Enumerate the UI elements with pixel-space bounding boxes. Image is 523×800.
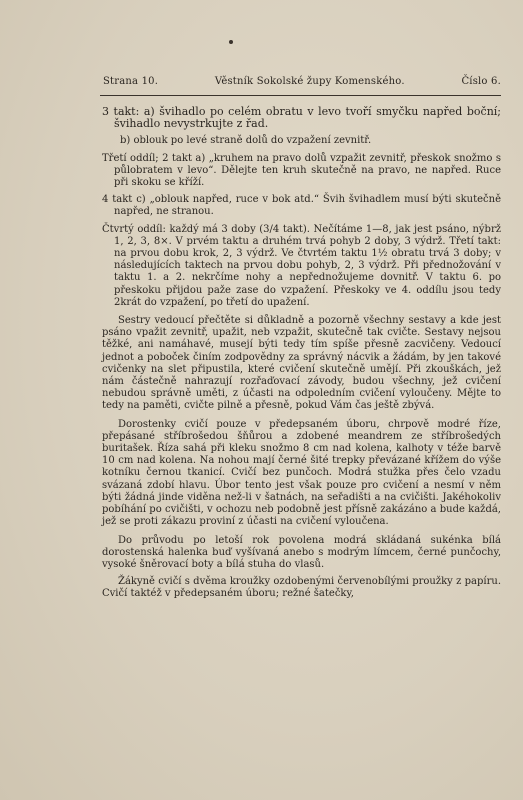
paragraph-takt3b: b) oblouk po levé straně dolů do vzpažení zevnitř. — [120, 135, 372, 147]
paragraph-takt4c: 4 takt c) „oblouk napřed, ruce v bok atd.“ Švih švihadlem musí býti skutečně napřed, ne stranou. — [102, 194, 501, 218]
paragraph-uniform: Dorostenky cvičí pouze v předepsaném úboru, chrpově modré říze, přepásané stříbrošedou šňůrou a zdobené meandrem ze stříbrošedých buritašek. Říza sahá při kleku snožmo 8 cm nad kolena, kalhoty v téže barvě 10 cm nad kolena. Na nohou mají černé šité trepky převázané křížem do výše kotníku černou tkanicí. Cvičí bez punčoch. Modrá stužka přes čelo vzadu svázaná zdobí hlavu. Úbor tento jest však pouze pro cvičení a nesmí v něm býti žádná jinde viděna než-li v šatnách, na seřadišti a na cvičišti. Jakéhokoliv pobíhání po cvičišti, v ochozu neb podobně jest přísně zakázáno a bude každá, jež se proti zákazu proviní z účasti na cvičení vyloučena. — [102, 418, 501, 528]
paragraph-third-section: Třetí oddíl; 2 takt a) „kruhem na pravo dolů vzpažit zevnitř, přeskok snožmo s půlobratem v levo“. Dělejte ten kruh skutečně na pravo, ne napřed. Ruce při skoku se kříží. — [102, 152, 501, 189]
publication-title: Věstník Sokolské župy Komenského. — [214, 76, 405, 87]
page-number: Strana 10. — [103, 76, 159, 87]
paragraph-leaders: Sestry vedoucí přečtěte si důkladně a pozorně všechny sestavy a kde jest psáno vpažit zevnitř, upažit, neb vzpažit, skutečně tak cvičte. Sestavy nejsou těžké, ani namáhavé, musejí býti tedy tím spíše přesně zacvičeny. Vedoucí jednot a poboček činím zodpovědny za správný nácvik a žádám, by jen takové cvičenky na slet připustila, které cvičení skutečně umějí. Při zkouškách, jež nám částečně nahrazují rozřaďovací závody, budou všechny, jež cvičení nebudou správně uměti, z účasti na odpoledním cvičení vyloučeny. Mějte to tedy na paměti, cvičte pilně a přesně, pokud Vám čas ještě zbývá. — [102, 315, 501, 412]
ink-dot — [229, 40, 233, 44]
page-header — [103, 76, 501, 87]
paragraph-takt3a: 3 takt: a) švihadlo po celém obratu v levo tvoří smyčku napřed boční; švihadlo nevystrkujte z řad. — [102, 105, 501, 131]
paragraph-girls: Žákyně cvičí s dvěma kroužky ozdobenými červenobílými proužky z papíru. Cvičí taktéž v předepsaném úboru; režné šatečky, — [102, 576, 501, 600]
header-rule — [100, 95, 501, 96]
issue-number: Číslo 6. — [461, 76, 501, 87]
page-body — [102, 106, 501, 606]
paragraph-procession: Do průvodu po letoší rok povolena modrá skládaná sukénka bílá dorostenská halenka buď vyšívaná anebo s modrým límcem, černé punčochy, vysoké šněrovací boty a bílá stuha do vlasů. — [102, 534, 501, 570]
paragraph-fourth-section: Čtvrtý oddíl: každý má 3 doby (3/4 takt). Nečítáme 1—8, jak jest psáno, nýbrž 1, 2, 3, 8×. V prvém taktu a druhém trvá pohyb 2 doby, 3 výdrž. Třetí takt: na prvou dobu krok, 2, 3 výdrž. Ve čtvrtém taktu 1½ obratu trvá 3 doby; v následujících taktech na prvou dobu pohyb, 2, 3 výdrž. Při přednožování v taktu 1. a 2. nekrčíme nohy a nepřednožujeme dovnitř. V taktu 6. po přeskoku přijdou paže zase do vzpažení. Přeskoky ve 4. oddílu jsou tedy 2krát do vzpažení, po třetí do upažení. — [102, 223, 501, 308]
